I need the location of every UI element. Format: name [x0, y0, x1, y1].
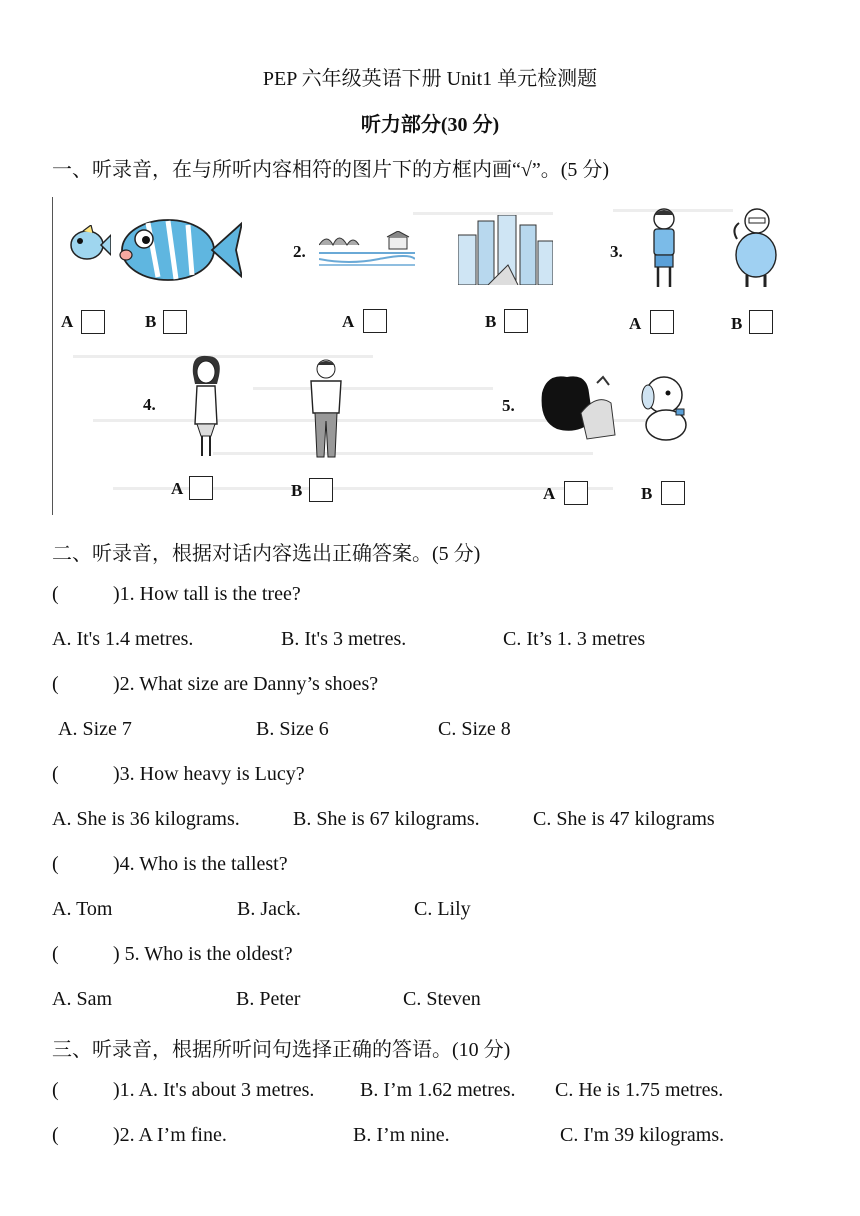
- item5-option-b-checkbox[interactable]: [661, 481, 685, 505]
- item5-option-a-letter: A: [543, 484, 556, 503]
- q3-option-a[interactable]: A. She is 36 kilograms.: [52, 808, 240, 830]
- item4-option-a-checkbox[interactable]: [189, 476, 213, 500]
- q3-question: )3. How heavy is Lucy?: [113, 763, 305, 785]
- q1-option-b[interactable]: B. It's 3 metres.: [281, 628, 407, 650]
- s3-q1-option-b[interactable]: B. I’m 1.62 metres.: [360, 1079, 516, 1101]
- boy-icon: [647, 207, 681, 291]
- page-title: PEP 六年级英语下册 Unit1 单元检测题: [262, 68, 598, 90]
- s3-q2-option-b[interactable]: B. I’m nine.: [353, 1124, 450, 1146]
- q1-question: )1. How tall is the tree?: [113, 583, 301, 605]
- section1-heading: 一、听录音，在与所听内容相符的图片下的方框内画“√”。(5 分): [52, 159, 610, 181]
- s3-q1-option-a[interactable]: )1. A. It's about 3 metres.: [113, 1079, 315, 1101]
- s3-q2-option-a[interactable]: )2. A I’m fine.: [113, 1124, 227, 1146]
- section-subtitle: 听力部分(30 分): [360, 114, 500, 136]
- white-dog-icon: [638, 373, 694, 443]
- q4-paren: (: [52, 853, 59, 875]
- q2-option-b[interactable]: B. Size 6: [256, 718, 329, 740]
- q1-option-a[interactable]: A. It's 1.4 metres.: [52, 628, 194, 650]
- item1-option-b-checkbox[interactable]: [163, 310, 187, 334]
- grandpa-icon: [729, 205, 781, 289]
- section2-heading: 二、听录音，根据对话内容选出正确答案。(5 分): [52, 543, 481, 565]
- q2-paren: (: [52, 673, 59, 695]
- city-buildings-icon: [458, 215, 553, 285]
- item1-option-a-letter: A: [61, 312, 74, 331]
- item2-option-b-letter: B: [485, 312, 497, 331]
- picture-panel: [52, 197, 798, 515]
- item2-number: 2.: [293, 242, 306, 261]
- q5-option-c[interactable]: C. Steven: [403, 988, 481, 1010]
- q2-option-c[interactable]: C. Size 8: [438, 718, 511, 740]
- q3-option-b[interactable]: B. She is 67 kilograms.: [293, 808, 480, 830]
- q3-paren: (: [52, 763, 59, 785]
- section3-heading: 三、听录音，根据所听问句选择正确的答语。(10 分): [52, 1039, 511, 1061]
- q4-question: )4. Who is the tallest?: [113, 853, 288, 875]
- item5-option-a-checkbox[interactable]: [564, 481, 588, 505]
- village-river-icon: [319, 231, 415, 269]
- q3-option-c[interactable]: C. She is 47 kilograms: [533, 808, 715, 830]
- q4-option-a[interactable]: A. Tom: [52, 898, 113, 920]
- small-fish-icon: [65, 225, 111, 265]
- item4-option-b-checkbox[interactable]: [309, 478, 333, 502]
- s3-q1-paren: (: [52, 1079, 59, 1101]
- q5-question: ) 5. Who is the oldest?: [113, 943, 293, 965]
- item5-number: 5.: [502, 396, 515, 415]
- item5-option-b-letter: B: [641, 484, 653, 503]
- q4-option-b[interactable]: B. Jack.: [237, 898, 301, 920]
- q4-option-c[interactable]: C. Lily: [414, 898, 471, 920]
- item3-number: 3.: [610, 242, 623, 261]
- s3-q1-option-c[interactable]: C. He is 1.75 metres.: [555, 1079, 724, 1101]
- item3-option-a-checkbox[interactable]: [650, 310, 674, 334]
- q2-option-a[interactable]: A. Size 7: [58, 718, 132, 740]
- item3-option-a-letter: A: [629, 314, 642, 333]
- item2-option-a-letter: A: [342, 312, 355, 331]
- man-icon: [303, 357, 349, 459]
- item4-number: 4.: [143, 395, 156, 414]
- item3-option-b-checkbox[interactable]: [749, 310, 773, 334]
- q1-option-c[interactable]: C. It’s 1. 3 metres: [503, 628, 646, 650]
- item3-option-b-letter: B: [731, 314, 743, 333]
- s3-q2-option-c[interactable]: C. I'm 39 kilograms.: [560, 1124, 725, 1146]
- item1-option-a-checkbox[interactable]: [81, 310, 105, 334]
- q5-paren: (: [52, 943, 59, 965]
- item4-option-b-letter: B: [291, 481, 303, 500]
- black-dog-icon: [537, 373, 617, 443]
- q5-option-a[interactable]: A. Sam: [52, 988, 112, 1010]
- item2-option-a-checkbox[interactable]: [363, 309, 387, 333]
- item2-option-b-checkbox[interactable]: [504, 309, 528, 333]
- q5-option-b[interactable]: B. Peter: [236, 988, 301, 1010]
- item4-option-a-letter: A: [171, 479, 184, 498]
- q1-paren: (: [52, 583, 59, 605]
- q2-question: )2. What size are Danny’s shoes?: [113, 673, 379, 695]
- big-fish-icon: [118, 215, 242, 285]
- s3-q2-paren: (: [52, 1124, 59, 1146]
- woman-icon: [183, 354, 229, 459]
- item1-option-b-letter: B: [145, 312, 157, 331]
